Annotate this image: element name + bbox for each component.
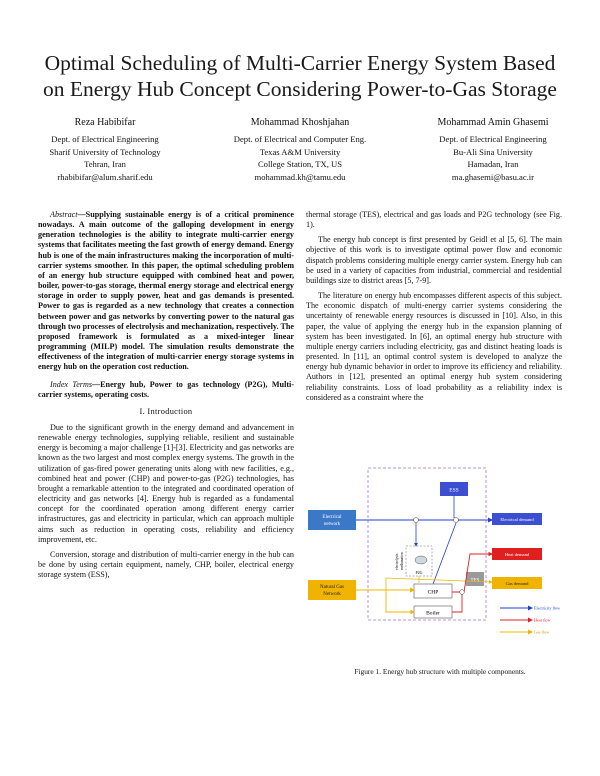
boiler-heat-line xyxy=(452,592,462,612)
heat-node xyxy=(460,590,465,595)
electrical-network-box xyxy=(308,510,356,530)
author-name: Mohammad Khoshjahan xyxy=(250,117,350,128)
natural-gas-label-2: Network xyxy=(323,592,341,597)
energy-hub-figure xyxy=(306,466,574,661)
electric-node xyxy=(414,518,419,523)
boiler-gas-line xyxy=(386,590,414,612)
author-email: mohammad.kh@tamu.edu xyxy=(254,171,346,182)
electrical-network-label-2: network xyxy=(323,522,341,527)
author-2 xyxy=(212,117,388,183)
author-name: Reza Habibifar xyxy=(74,117,136,128)
methanation-label: methanation xyxy=(400,552,404,570)
intro-paragraph-2: Conversion, storage and distribution of multi-carrier energy in the hub can be done by using certain equipment, namely, CHP, boiler, electrical energy storage system (ESS), xyxy=(38,549,294,580)
author-location: Hamadan, Iran xyxy=(467,159,519,170)
author-org: Texas A&M University xyxy=(259,146,341,157)
author-location: Tehran, Iran xyxy=(84,159,126,170)
storage-tank-icon xyxy=(415,556,427,564)
legend-electric-label: Electricity flow xyxy=(534,605,561,611)
title-line-2: on Energy Hub Concept Considering Power-to-Gas Storage xyxy=(43,77,557,101)
author-location: College Station, TX, US xyxy=(257,159,343,170)
chp-electric-line xyxy=(433,523,456,584)
author-org: Sharif University of Technology xyxy=(49,146,161,157)
author-org: Bu-Ali Sina University xyxy=(453,146,533,157)
author-name: Mohammad Amin Ghasemi xyxy=(437,117,549,128)
gas-demand-label: Gas demand xyxy=(505,581,529,586)
abstract-text: —Supplying sustainable energy is of a critical prominence nowadays. A main outcome of the galloping development in energy generation technologies is the ability to integrate multi-carrier energy systems that facilitates meeting the fast growth of energy demand. Energy hub is one of the main infrastructures making the incorporation of multi-carrier systems smoother. In this paper, the optimal scheduling problem of an energy hub structure equipped with combined heat and power, boiler, power-to-gas storage, thermal energy storage and electrical energy storage in order to supply power, heat and gas demands is presented. Power to gas is regarded as a new technology that creates a connection between power and gas networks by converting power to the natural gas through two processes of electrolysis and mechanization, respectively. The proposed framework is formulated as a mixed-integer linear programming (MILP) model. The simulation results demonstrate the effectiveness of the integration of multi-carrier energy storage systems in energy hub on the operation cost reduction. xyxy=(38,210,294,372)
heat-demand-label: Heat demand xyxy=(504,552,530,557)
electric-node-2 xyxy=(454,518,459,523)
right-paragraph-3: The literature on energy hub encompasses different aspects of this subject. The economic dispatch of multi-energy carrier systems considering the uncertainty of renewable energy resources is discussed in [10]. Also, in this paper, the value of applying the energy hub in the expansion planning of system has been investigated. In [6], an optimal energy hub structure with multiple energy carriers including electricity, gas and distinct heating loads is presented. In [11], an optimal control system is developed to analyze the energy hub dynamic behavior in order to improve its efficiency and reliability. Authors in [12], presented an optimal energy hub system considering reliability constraints. Loss of load probability as a reliability index is considered as a constraint where the xyxy=(306,291,562,402)
natural-gas-network-box xyxy=(308,580,356,600)
abstract-label: Abstract xyxy=(50,210,78,219)
chp-label: CHP xyxy=(427,589,439,596)
p2g-label: P2G xyxy=(415,570,423,575)
natural-gas-label-1: Natural Gas xyxy=(319,585,345,590)
author-3 xyxy=(408,117,578,183)
legend-gas-label: Gas flow xyxy=(534,629,550,635)
electrical-demand-label: Electrical demand xyxy=(500,517,534,522)
abstract xyxy=(38,210,294,373)
section-heading: I. Introduction xyxy=(139,406,193,416)
author-1 xyxy=(20,117,190,183)
right-column xyxy=(306,210,562,408)
right-paragraph-1: thermal storage (TES), electrical and gas loads and P2G technology (see Fig. 1). xyxy=(306,210,562,230)
index-terms xyxy=(38,380,294,400)
electrical-network-label-1: Electrical xyxy=(322,515,342,520)
index-terms-label: Index Terms xyxy=(50,379,92,389)
electrolysis-label: electrolysis xyxy=(395,553,399,570)
ess-label: ESS xyxy=(449,487,459,494)
intro-paragraph-1: Due to the significant growth in the energy demand and advancement in renewable energy technologies, supplying reliable, resilient and sustainable energy is becoming a major challenge [1]-[3]. Electricity and gas networks are known as the two largest and most complex energy systems. The growth in the utilization of gas-fired power generating units along with new facilities, e.g., combined heat and power (CHP) and power-to-gas (P2G) technologies, has brought a remarkable attention to the integrated and coordinated operation of electricity and gas networks [4]. Energy hub is regarded as a fundamental concept for the coordinated operation among different energy carrier infrastructures, gas and electricity in particular, which can approach multiple aims such as reduction in operating costs, reliability and efficiency improvement, etc. xyxy=(38,422,294,544)
left-column xyxy=(38,210,294,585)
author-email: ma.ghasemi@basu.ac.ir xyxy=(451,171,535,182)
author-dept: Dept. of Electrical and Computer Eng. xyxy=(233,134,367,145)
author-dept: Dept. of Electrical Engineering xyxy=(439,134,547,145)
figure-caption: Figure 1. Energy hub structure with multiple components. xyxy=(354,667,526,676)
index-terms-text: —Energy hub, Power to gas technology (P2G), Multi-carrier systems, operating costs. xyxy=(38,379,294,399)
author-dept: Dept. of Electrical Engineering xyxy=(51,134,159,145)
paper-title xyxy=(20,50,580,102)
legend-heat-label: Heat flow xyxy=(534,617,551,623)
right-paragraph-2: The energy hub concept is first presented by Geidl et al [5, 6]. The main objective of this work is to investigate optimal power flow and economic dispatch problems considering multiple energy carrier system. Energy hub can be used in a variety of capacities from industrial, commercial and residential buildings size to district areas [5, 7-9]. xyxy=(306,235,562,285)
author-email: rhabibifar@alum.sharif.edu xyxy=(57,171,153,182)
title-line-1: Optimal Scheduling of Multi-Carrier Energy System Based xyxy=(44,51,556,75)
tes-label: TES xyxy=(470,578,480,584)
boiler-label: Boiler xyxy=(426,610,440,617)
